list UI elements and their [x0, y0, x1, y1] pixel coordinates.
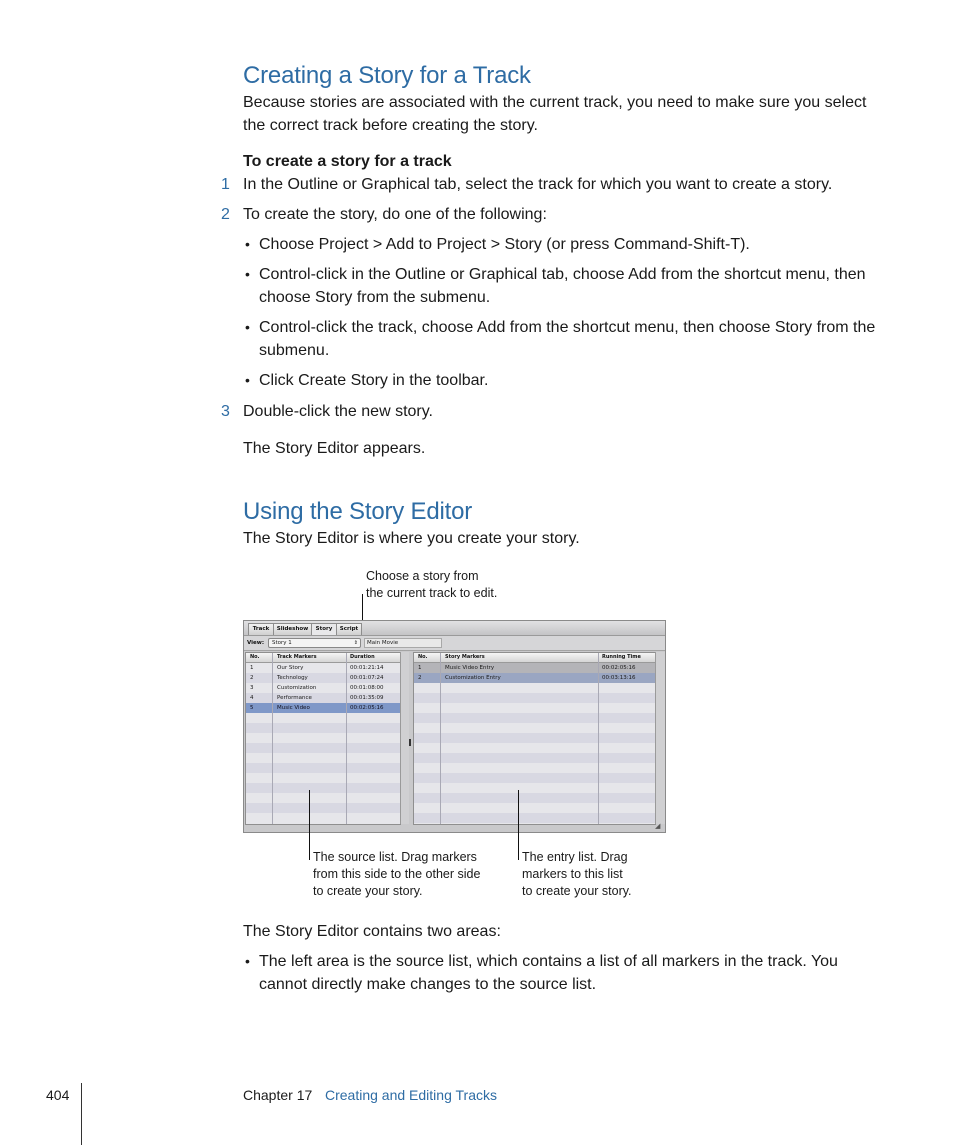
empty-row — [246, 723, 400, 733]
story-editor-screenshot — [243, 620, 666, 833]
callout-line: markers to this list — [522, 867, 623, 881]
source-list-header — [246, 653, 400, 663]
cell-no: 4 — [250, 695, 254, 701]
tab-slideshow[interactable]: Slideshow — [273, 623, 312, 635]
cell-marker: Our Story — [277, 665, 304, 671]
table-row[interactable] — [414, 663, 655, 673]
intro-paragraph: Because stories are associated with the current track, you need to make sure you select the correct track before creating the story. — [243, 94, 867, 134]
callout-source-list — [313, 849, 480, 900]
table-row[interactable] — [246, 673, 400, 683]
cell-marker: Music Video — [277, 705, 310, 711]
step-text: In the Outline or Graphical tab, select the track for which you want to create a story. — [243, 176, 833, 193]
cell-duration: 00:01:35:09 — [350, 695, 384, 701]
callout-line: from this side to the other side — [313, 867, 481, 881]
tab-story[interactable]: Story — [311, 623, 337, 635]
callout-line: the current track to edit. — [366, 586, 498, 600]
cell-no: 1 — [418, 665, 422, 671]
column-divider — [598, 653, 599, 824]
callout-line: Choose a story from — [366, 569, 479, 583]
cell-running-time: 00:02:05:16 — [602, 665, 636, 671]
empty-row — [414, 793, 655, 803]
source-scrollbar[interactable] — [400, 652, 409, 824]
bullet-item: Choose Project > Add to Project > Story (or press Command-Shift-T). — [259, 236, 750, 253]
contains-text: The Story Editor contains two areas: — [243, 923, 501, 940]
empty-row — [414, 733, 655, 743]
view-label: View: — [247, 640, 265, 646]
column-header-duration[interactable]: Duration — [350, 654, 375, 660]
chapter-title: Creating and Editing Tracks — [325, 1087, 497, 1103]
source-list[interactable] — [245, 652, 401, 825]
bullet-item: Click Create Story in the toolbar. — [259, 372, 489, 389]
cell-no: 2 — [250, 675, 254, 681]
column-divider — [440, 653, 441, 824]
bullet-dot: • — [245, 266, 250, 282]
column-header-running-time[interactable]: Running Time — [602, 654, 641, 660]
section-title-story-editor: Using the Story Editor — [243, 498, 473, 525]
callout-pointer — [518, 790, 519, 860]
step-text: To create the story, do one of the following: — [243, 206, 547, 223]
table-row[interactable] — [246, 693, 400, 703]
column-divider — [346, 653, 347, 824]
story-popup-value: Story 1 — [272, 640, 292, 646]
step-text: Double-click the new story. — [243, 403, 433, 420]
column-header-story-markers[interactable]: Story Markers — [445, 654, 485, 660]
cell-marker: Technology — [277, 675, 308, 681]
column-divider — [272, 653, 273, 824]
table-row[interactable] — [414, 673, 655, 683]
cell-duration: 00:01:07:24 — [350, 675, 384, 681]
chapter-label: Chapter 17 — [243, 1087, 313, 1103]
entry-list-header — [414, 653, 655, 663]
column-header-track-markers[interactable]: Track Markers — [277, 654, 317, 660]
callout-entry-list — [522, 849, 632, 900]
step-number: 1 — [221, 176, 230, 193]
cell-no: 1 — [250, 665, 254, 671]
bullet-dot: • — [245, 319, 250, 335]
step-number: 2 — [221, 206, 230, 223]
bullet-item: The left area is the source list, which contains a list of all markers in the track. You cannot directly make changes to the source list. — [259, 953, 838, 993]
page-number: 404 — [46, 1087, 70, 1103]
section-title-creating-story: Creating a Story for a Track — [243, 62, 531, 89]
step-number: 3 — [221, 403, 230, 420]
entry-scrollbar[interactable] — [655, 652, 665, 824]
empty-row — [414, 813, 655, 823]
empty-row — [414, 773, 655, 783]
callout-line: to create your story. — [313, 884, 423, 898]
bullet-dot: • — [245, 372, 250, 388]
empty-row — [414, 753, 655, 763]
cell-marker: Music Video Entry — [445, 665, 495, 671]
result-text: The Story Editor appears. — [243, 440, 426, 457]
empty-row — [246, 803, 400, 813]
cell-no: 2 — [418, 675, 422, 681]
empty-row — [246, 763, 400, 773]
table-row-selected[interactable] — [246, 703, 400, 713]
callout-pointer — [309, 790, 310, 860]
cell-marker: Customization Entry — [445, 675, 501, 681]
empty-row — [414, 693, 655, 703]
splitter-handle[interactable] — [409, 739, 411, 746]
bullet-dot: • — [245, 953, 250, 969]
callout-top — [366, 568, 497, 602]
bullet-dot: • — [245, 236, 250, 252]
cell-running-time: 00:03:13:16 — [602, 675, 636, 681]
empty-row — [414, 713, 655, 723]
cell-duration: 00:01:21:14 — [350, 665, 384, 671]
cell-duration: 00:02:05:16 — [350, 705, 384, 711]
intro-paragraph: The Story Editor is where you create your story. — [243, 530, 580, 547]
popup-arrows-icon: ⇕ — [353, 640, 358, 646]
cell-marker: Performance — [277, 695, 312, 701]
empty-row — [246, 783, 400, 793]
callout-line: The source list. Drag markers — [313, 850, 477, 864]
cell-no: 3 — [250, 685, 254, 691]
callout-line: to create your story. — [522, 884, 632, 898]
footer-divider — [81, 1083, 82, 1145]
tab-bar — [244, 621, 665, 636]
bullet-item: Control-click in the Outline or Graphical tab, choose Add from the shortcut menu, then choose Story from the submenu. — [259, 266, 866, 306]
resize-grip-icon[interactable]: ◢ — [655, 822, 661, 830]
main-movie-field: Main Movie — [364, 638, 442, 648]
column-header-no[interactable]: No. — [250, 654, 260, 660]
empty-row — [246, 743, 400, 753]
cell-no: 5 — [250, 705, 254, 711]
story-popup[interactable] — [268, 638, 361, 648]
task-heading: To create a story for a track — [243, 153, 452, 170]
bullet-item: Control-click the track, choose Add from the shortcut menu, then choose Story from the submenu. — [259, 319, 876, 359]
cell-duration: 00:01:08:00 — [350, 685, 384, 691]
cell-marker: Customization — [277, 685, 317, 691]
table-row[interactable] — [246, 683, 400, 693]
view-bar — [244, 636, 665, 651]
table-row[interactable] — [246, 663, 400, 673]
callout-line: The entry list. Drag — [522, 850, 628, 864]
tab-script[interactable]: Script — [336, 623, 362, 635]
entry-list[interactable] — [413, 652, 656, 825]
column-header-no[interactable]: No. — [418, 654, 428, 660]
tab-track[interactable]: Track — [248, 623, 274, 635]
